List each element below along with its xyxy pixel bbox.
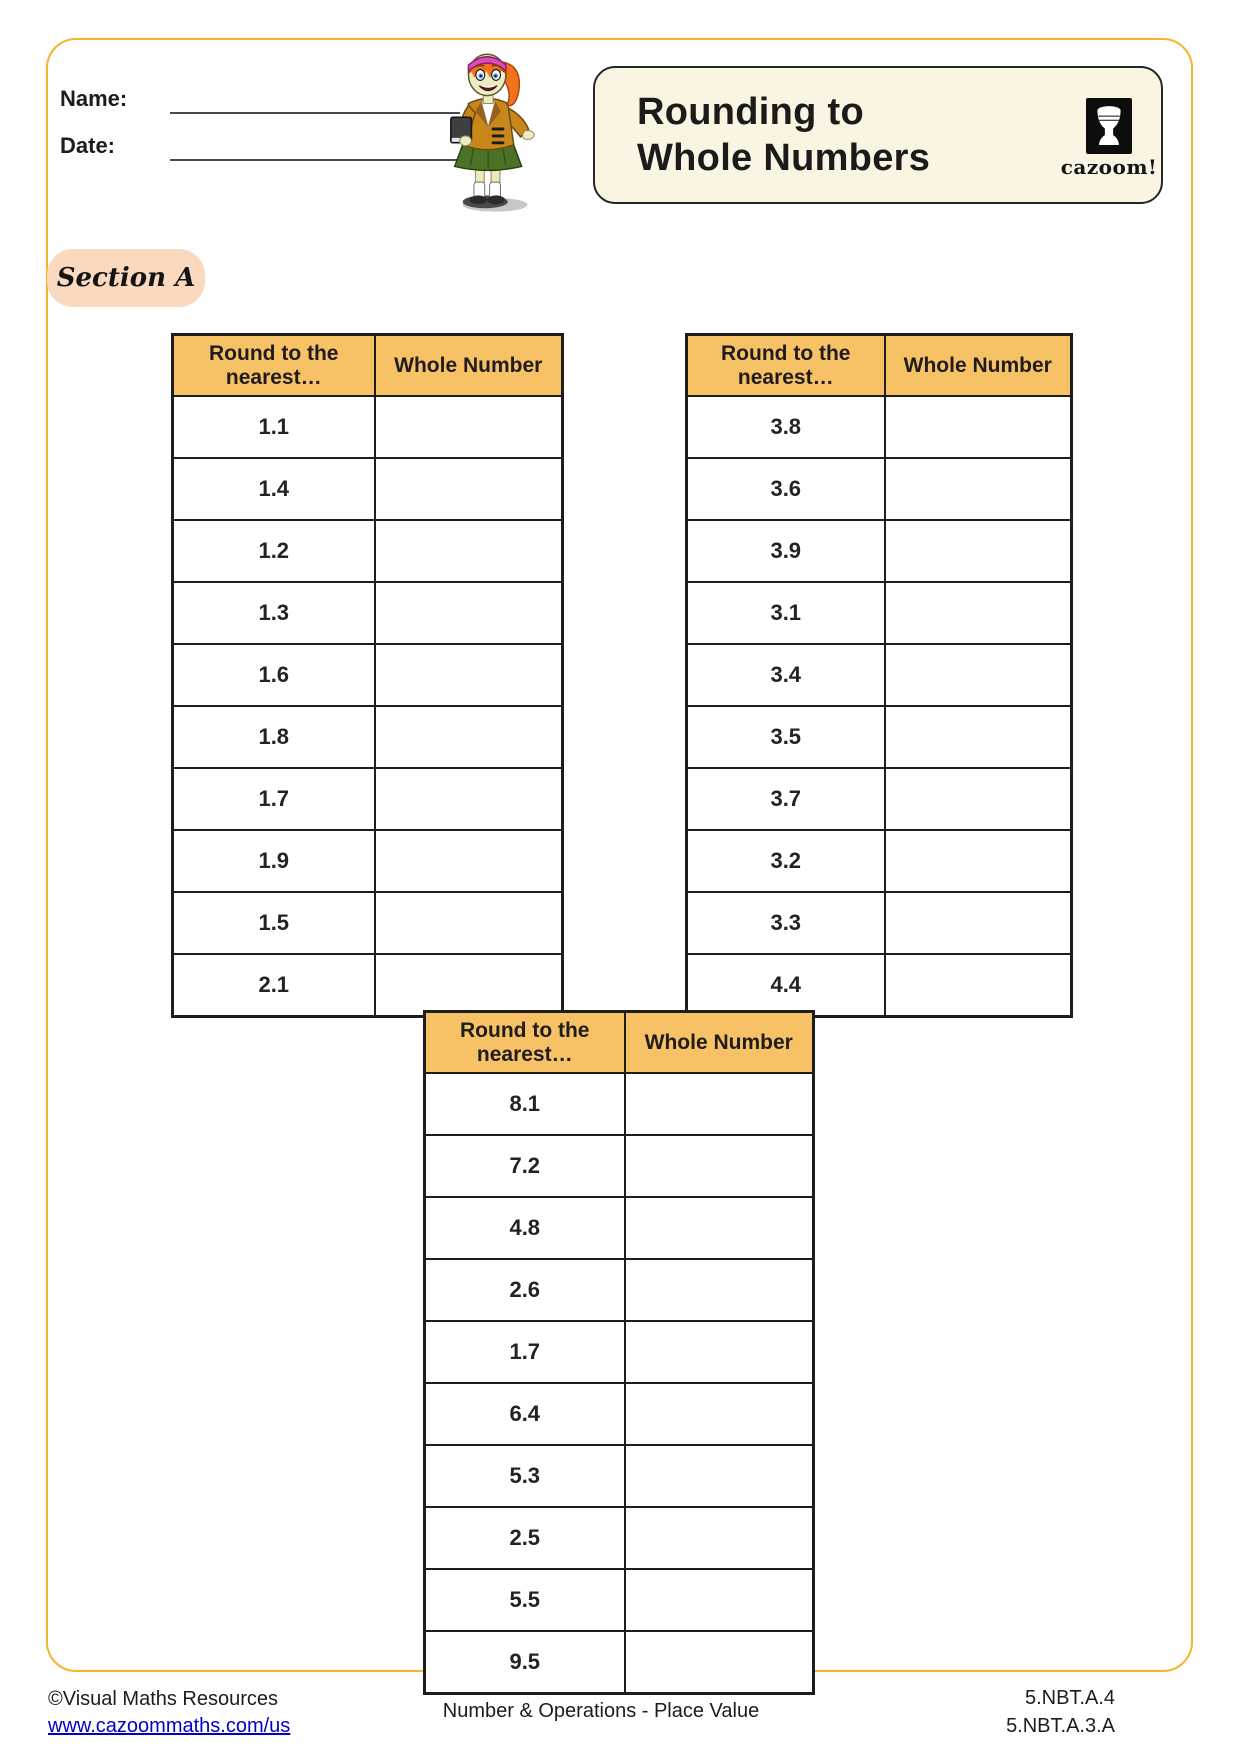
table-row [173, 396, 563, 458]
decimal-value-cell: 2.5 [425, 1507, 625, 1569]
djembe-drum-icon [1086, 98, 1132, 154]
decimal-value-cell: 3.3 [687, 892, 885, 954]
footer-standards [1006, 1684, 1115, 1740]
answer-cell[interactable] [625, 1073, 814, 1135]
table-row [425, 1073, 814, 1135]
table-row [173, 644, 563, 706]
answer-cell[interactable] [885, 706, 1072, 768]
table-row [687, 458, 1072, 520]
name-input-line[interactable] [170, 112, 460, 114]
answer-cell[interactable] [375, 644, 563, 706]
decimal-value-cell: 2.6 [425, 1259, 625, 1321]
name-label: Name: [60, 86, 128, 111]
date-input-line[interactable] [170, 159, 460, 161]
table-row [173, 954, 563, 1017]
cazoommaths-link[interactable]: www.cazoommaths.com/us [48, 1715, 291, 1737]
section-a-badge [47, 249, 205, 307]
table-row [687, 582, 1072, 644]
worksheet-title [637, 89, 930, 182]
decimal-value-cell: 1.9 [173, 830, 375, 892]
answer-cell[interactable] [885, 582, 1072, 644]
table-row [173, 892, 563, 954]
column-header-round: Round to the nearest… [173, 335, 375, 397]
column-header-whole: Whole Number [375, 335, 563, 397]
answer-cell[interactable] [885, 954, 1072, 1017]
answer-cell[interactable] [885, 520, 1072, 582]
decimal-value-cell: 9.5 [425, 1631, 625, 1694]
table-row [687, 396, 1072, 458]
answer-cell[interactable] [375, 830, 563, 892]
column-header-round: Round to the nearest… [425, 1012, 625, 1074]
table-row [173, 520, 563, 582]
cazoom-logo-text: cazoom! [1060, 155, 1158, 179]
decimal-value-cell: 3.4 [687, 644, 885, 706]
decimal-value-cell: 4.8 [425, 1197, 625, 1259]
decimal-value-cell: 1.3 [173, 582, 375, 644]
decimal-value-cell: 3.5 [687, 706, 885, 768]
decimal-value-cell: 5.3 [425, 1445, 625, 1507]
footer-topic: Number & Operations - Place Value [442, 1700, 760, 1722]
answer-cell[interactable] [885, 458, 1072, 520]
answer-cell[interactable] [375, 768, 563, 830]
answer-cell[interactable] [625, 1383, 814, 1445]
decimal-value-cell: 6.4 [425, 1383, 625, 1445]
cazoom-logo [1059, 98, 1159, 179]
table-row [425, 1135, 814, 1197]
answer-cell[interactable] [625, 1445, 814, 1507]
table-row [687, 830, 1072, 892]
decimal-value-cell: 3.9 [687, 520, 885, 582]
answer-cell[interactable] [625, 1507, 814, 1569]
decimal-value-cell: 1.8 [173, 706, 375, 768]
footer-attribution [48, 1686, 290, 1740]
decimal-value-cell: 5.5 [425, 1569, 625, 1631]
table-row [425, 1569, 814, 1631]
decimal-value-cell: 3.8 [687, 396, 885, 458]
column-header-round: Round to the nearest… [687, 335, 885, 397]
answer-cell[interactable] [375, 892, 563, 954]
table-row [425, 1631, 814, 1694]
table-row [687, 768, 1072, 830]
table-row [687, 706, 1072, 768]
standard-code-1: 5.NBT.A.4 [1024, 1687, 1115, 1709]
table-row [425, 1507, 814, 1569]
decimal-value-cell: 3.1 [687, 582, 885, 644]
decimal-value-cell: 3.2 [687, 830, 885, 892]
decimal-value-cell: 1.7 [425, 1321, 625, 1383]
decimal-value-cell: 8.1 [425, 1073, 625, 1135]
answer-cell[interactable] [625, 1259, 814, 1321]
decimal-value-cell: 4.4 [687, 954, 885, 1017]
answer-cell[interactable] [625, 1321, 814, 1383]
table-row [173, 458, 563, 520]
answer-cell[interactable] [375, 954, 563, 1017]
table-row [425, 1197, 814, 1259]
decimal-value-cell: 3.6 [687, 458, 885, 520]
column-header-whole: Whole Number [625, 1012, 814, 1074]
answer-cell[interactable] [885, 892, 1072, 954]
answer-cell[interactable] [885, 644, 1072, 706]
table-row [687, 644, 1072, 706]
decimal-value-cell: 1.7 [173, 768, 375, 830]
rounding-table-2 [685, 333, 1073, 1018]
answer-cell[interactable] [885, 830, 1072, 892]
decimal-value-cell: 1.1 [173, 396, 375, 458]
table-row [687, 520, 1072, 582]
standard-code-2: 5.NBT.A.3.A [1006, 1715, 1115, 1737]
table-row [425, 1321, 814, 1383]
table-row [173, 706, 563, 768]
table-row [173, 830, 563, 892]
date-label: Date: [60, 133, 116, 158]
rounding-table-1 [171, 333, 564, 1018]
answer-cell[interactable] [375, 706, 563, 768]
answer-cell[interactable] [375, 458, 563, 520]
student-character-illustration [438, 46, 558, 216]
decimal-value-cell: 3.7 [687, 768, 885, 830]
answer-cell[interactable] [885, 768, 1072, 830]
copyright-text: ©Visual Maths Resources [48, 1688, 279, 1710]
decimal-value-cell: 1.4 [173, 458, 375, 520]
decimal-value-cell: 1.2 [173, 520, 375, 582]
answer-cell[interactable] [625, 1135, 814, 1197]
rounding-table-3 [423, 1010, 815, 1695]
table-row [173, 582, 563, 644]
answer-cell[interactable] [625, 1631, 814, 1694]
column-header-whole: Whole Number [885, 335, 1072, 397]
decimal-value-cell: 1.6 [173, 644, 375, 706]
decimal-value-cell: 7.2 [425, 1135, 625, 1197]
answer-cell[interactable] [885, 396, 1072, 458]
table-row [687, 892, 1072, 954]
answer-cell[interactable] [625, 1197, 814, 1259]
answer-cell[interactable] [375, 396, 563, 458]
table-row [425, 1383, 814, 1445]
answer-cell[interactable] [625, 1569, 814, 1631]
title-line1: Rounding to [637, 90, 864, 133]
decimal-value-cell: 2.1 [173, 954, 375, 1017]
answer-cell[interactable] [375, 582, 563, 644]
decimal-value-cell: 1.5 [173, 892, 375, 954]
section-a-label: Section A [56, 263, 196, 293]
answer-cell[interactable] [375, 520, 563, 582]
table-row [173, 768, 563, 830]
title-line2: Whole Numbers [637, 137, 931, 179]
table-row [425, 1445, 814, 1507]
table-row [687, 954, 1072, 1017]
table-row [425, 1259, 814, 1321]
